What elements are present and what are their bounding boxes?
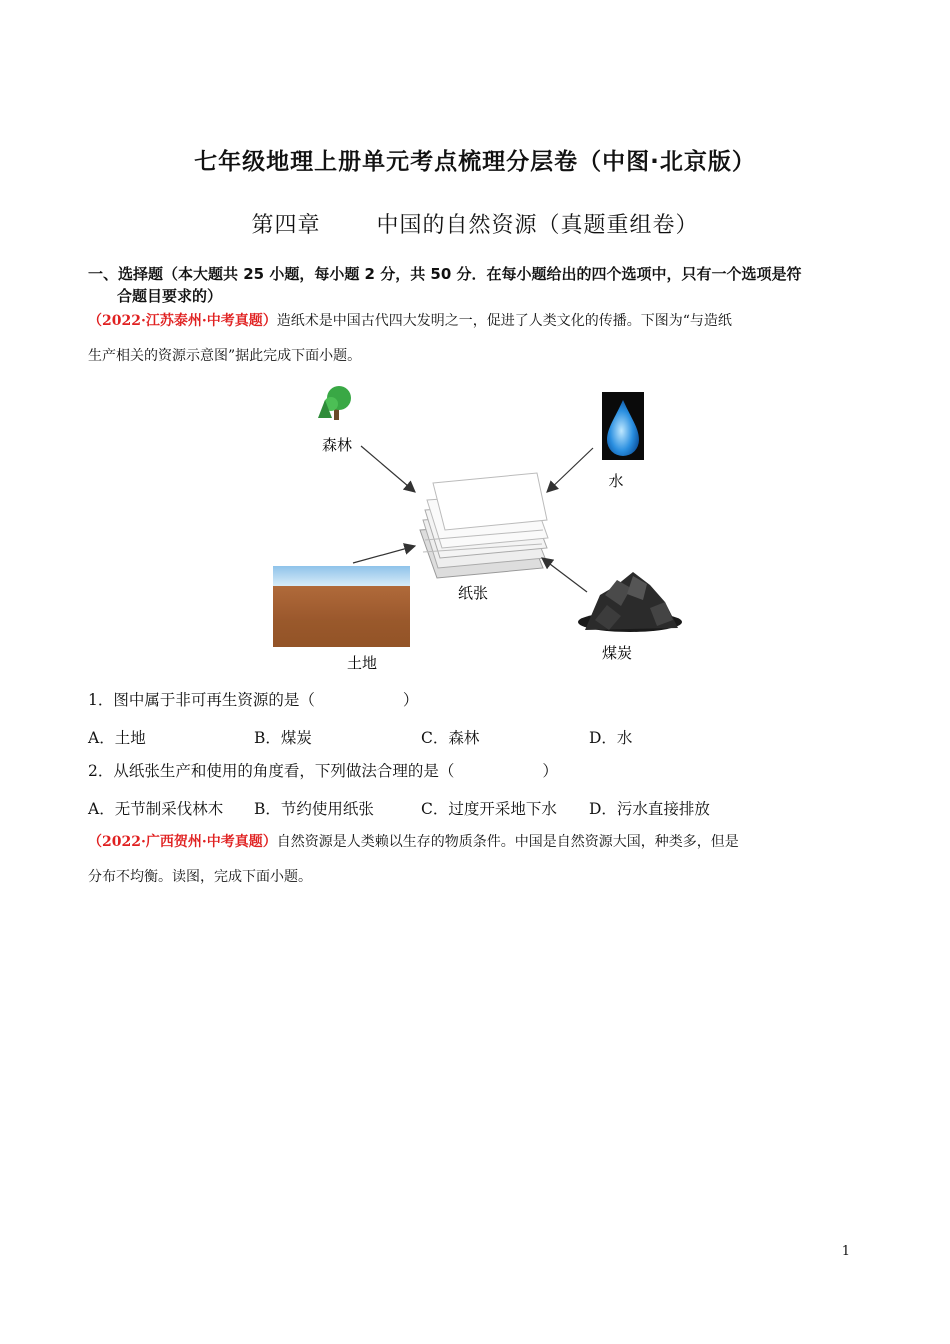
arrow-coal-to-paper — [542, 558, 587, 592]
chapter-heading — [0, 208, 950, 239]
resource-diagram — [255, 380, 695, 680]
page-title: 七年级地理上册单元考点梳理分层卷（中图·北京版） — [194, 149, 756, 175]
paper-stack-icon — [420, 473, 548, 578]
passage-text: 分布不均衡。读图，完成下面小题。 — [88, 869, 312, 885]
water-drop-icon — [602, 392, 644, 460]
option-b: B．节约使用纸张 — [254, 800, 374, 818]
tree-icon — [318, 386, 351, 420]
question-stem: 1．图中属于非可再生资源的是（ — [88, 691, 315, 709]
chapter-title: 中国的自然资源（真题重组卷） — [376, 213, 699, 238]
option-a: A．土地 — [88, 729, 146, 747]
passage-text: 自然资源是人类赖以生存的物质条件。中国是自然资源大国，种类多，但是 — [276, 834, 739, 850]
option-c: C．过度开采地下水 — [421, 800, 557, 818]
section-heading — [88, 263, 868, 307]
question-1: 1．图中属于非可再生资源的是（ ） — [88, 691, 419, 709]
option-d: D．水 — [589, 729, 633, 747]
water-label: 水 — [608, 472, 624, 490]
passage-text: 造纸术是中国古代四大发明之一，促进了人类文化的传播。下图为“与造纸 — [276, 313, 732, 329]
option-d: D．污水直接排放 — [589, 800, 710, 818]
passage-text: 生产相关的资源示意图”据此完成下面小题。 — [88, 348, 362, 364]
page-number: 1 — [841, 1244, 850, 1259]
source-label: （2022·江苏泰州·中考真题） — [88, 313, 277, 329]
land-label: 土地 — [346, 654, 378, 672]
coal-label: 煤炭 — [601, 644, 633, 662]
arrow-water-to-paper — [547, 448, 593, 492]
forest-label: 森林 — [321, 436, 353, 454]
option-a: A．无节制采伐林木 — [88, 800, 224, 818]
section-line-1: 一、选择题（本大题共 25 小题，每小题 2 分，共 50 分．在每小题给出的四个选项中，只有一个选项是符 — [88, 265, 802, 283]
land-image — [273, 566, 410, 647]
arrow-land-to-paper — [353, 546, 415, 563]
passage-1 — [88, 304, 858, 374]
option-c: C．森林 — [421, 729, 480, 747]
question-2: 2．从纸张生产和使用的角度看，下列做法合理的是（ ） — [88, 762, 558, 780]
source-label: （2022·广西贺州·中考真题） — [88, 834, 277, 850]
paper-label: 纸张 — [457, 584, 489, 602]
coal-icon — [578, 572, 682, 632]
chapter-number: 第四章 — [251, 213, 321, 238]
option-b: B．煤炭 — [254, 729, 312, 747]
arrow-forest-to-paper — [361, 446, 415, 492]
section-line-2: 合题目要求的） — [117, 287, 223, 305]
question-stem: 2．从纸张生产和使用的角度看，下列做法合理的是（ — [88, 762, 455, 780]
passage-2 — [88, 825, 858, 895]
